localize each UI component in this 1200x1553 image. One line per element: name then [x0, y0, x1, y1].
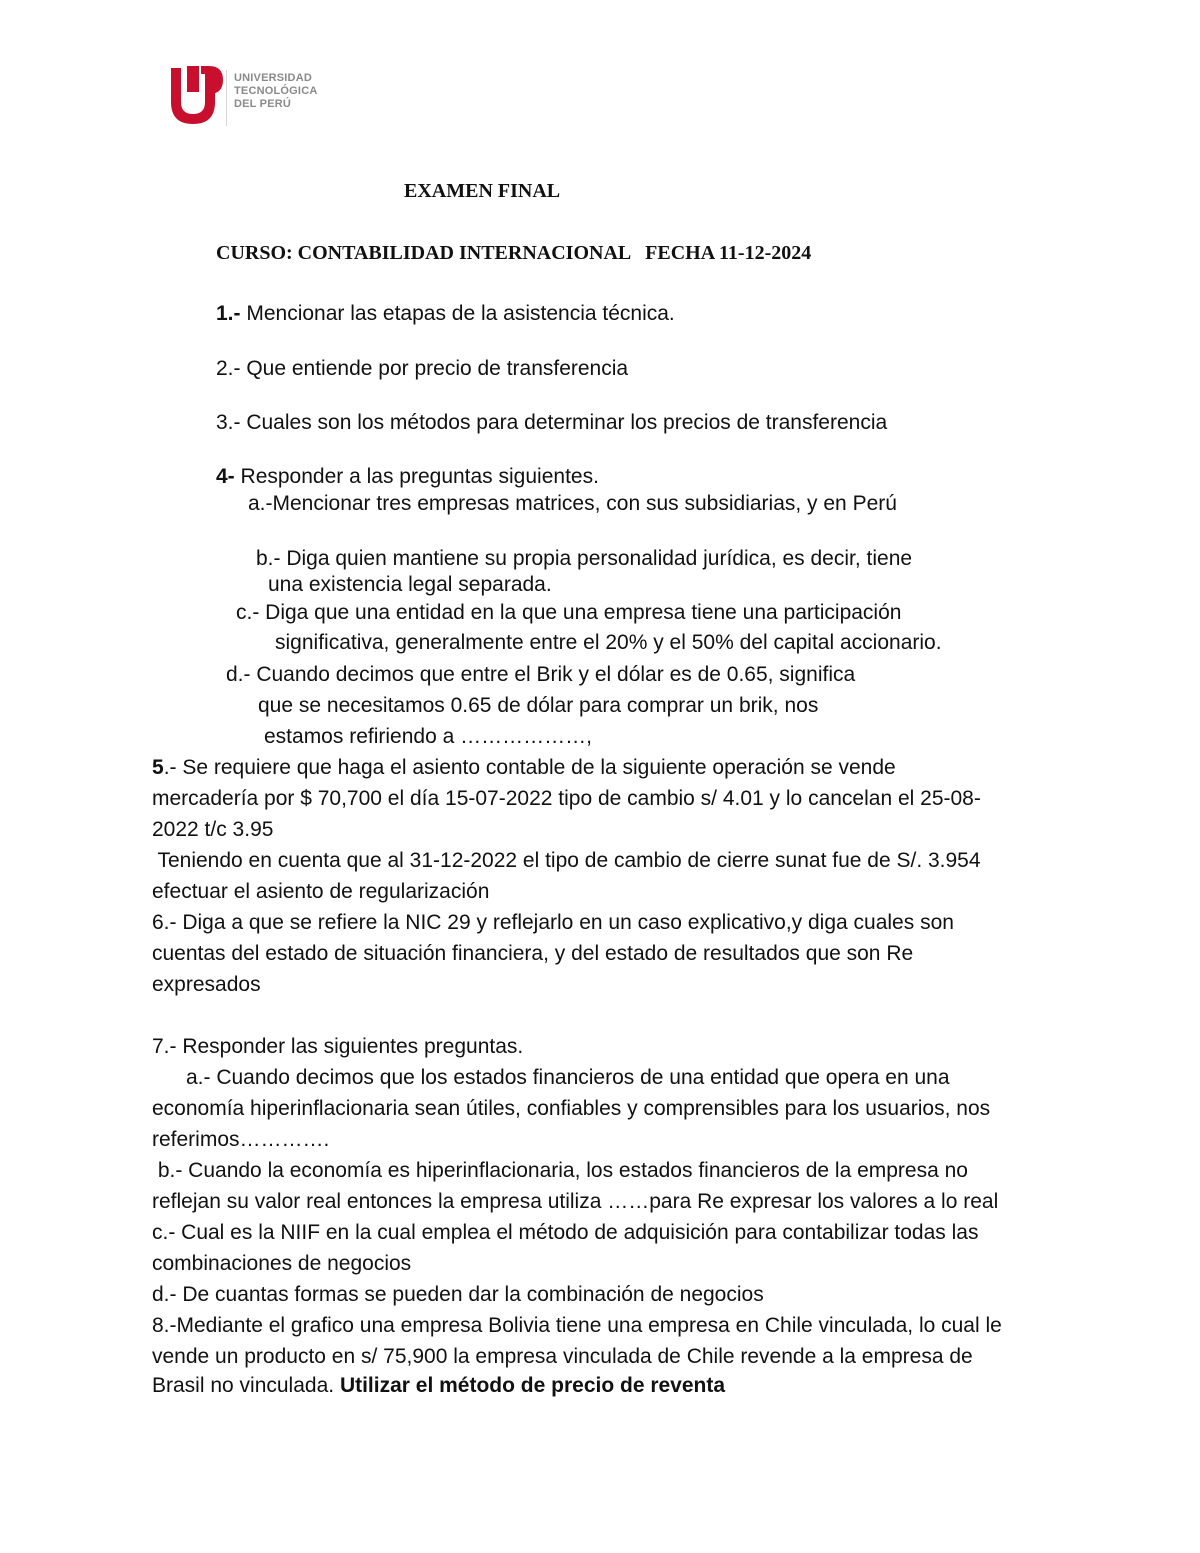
question-4b-line2: una existencia legal separada. — [268, 573, 552, 596]
question-7b-line2: reflejan su valor real entonces la empresa utiliza ……para Re expresar los valores a lo real — [152, 1190, 999, 1213]
question-6-line3: expresados — [152, 973, 261, 996]
question-8-line3: Brasil no vinculada. Utilizar el método de precio de reventa — [152, 1374, 726, 1397]
logo-text-line: TECNOLÓGICA — [234, 85, 318, 97]
question-7d-line1: d.- De cuantas formas se pueden dar la combinación de negocios — [152, 1283, 764, 1306]
question-7a-line2: economía hiperinflacionaria sean útiles, confiables y comprensibles para los usuarios, nos — [152, 1097, 991, 1120]
question-5-line1: 5.- Se requiere que haga el asiento contable de la siguiente operación se vende — [152, 756, 896, 779]
question-6-line1: 6.- Diga a que se refiere la NIC 29 y reflejarlo en un caso explicativo,y diga cuales son — [152, 911, 954, 934]
question-4a: a.-Mencionar tres empresas matrices, con sus subsidiarias, y en Perú — [248, 492, 897, 515]
question-5-line5: efectuar el asiento de regularización — [152, 880, 490, 903]
logo-divider — [226, 70, 227, 126]
question-7c-line1: c.- Cual es la NIIF en la cual emplea el método de adquisición para contabilizar todas las — [152, 1221, 979, 1244]
question-1: 1.- Mencionar las etapas de la asistencia técnica. — [216, 302, 675, 325]
question-6-line2: cuentas del estado de situación financiera, y del estado de resultados que son Re — [152, 942, 914, 965]
question-3: 3.- Cuales son los métodos para determinar los precios de transferencia — [216, 411, 888, 434]
course-line: CURSO: CONTABILIDAD INTERNACIONAL FECHA 11-12-2024 — [216, 242, 812, 264]
question-7c-line2: combinaciones de negocios — [152, 1252, 412, 1275]
question-4d-line3: estamos refiriendo a ………………, — [264, 725, 592, 748]
exam-title: EXAMEN FINAL — [404, 180, 561, 202]
logo-wordmark — [234, 72, 317, 111]
question-2: 2.- Que entiende por precio de transferencia — [216, 357, 629, 380]
question-4b-line1: b.- Diga quien mantiene su propia personalidad jurídica, es decir, tiene — [256, 547, 913, 570]
question-7a-line1: a.- Cuando decimos que los estados financieros de una entidad que opera en una — [186, 1066, 950, 1089]
question-8-line2: vende un producto en s/ 75,900 la empresa vinculada de Chile revende a la empresa de — [152, 1345, 973, 1368]
logo-text-line: DEL PERÚ — [234, 98, 292, 110]
question-5-line3: 2022 t/c 3.95 — [152, 818, 274, 841]
question-5-line2: mercadería por $ 70,700 el día 15-07-2022 tipo de cambio s/ 4.01 y lo cancelan el 25-08- — [152, 787, 981, 810]
question-8-line1: 8.-Mediante el grafico una empresa Bolivia tiene una empresa en Chile vinculada, lo cual le — [152, 1314, 1002, 1337]
question-7a-line3: referimos…………. — [152, 1128, 330, 1151]
logo-text-line: UNIVERSIDAD — [234, 72, 312, 84]
question-4: 4- Responder a las preguntas siguientes. — [216, 465, 599, 488]
question-4d-line1: d.- Cuando decimos que entre el Brik y el dólar es de 0.65, significa — [226, 663, 856, 686]
question-5-line4: Teniendo en cuenta que al 31-12-2022 el tipo de cambio de cierre sunat fue de S/. 3.954 — [152, 849, 981, 872]
question-4d-line2: que se necesitamos 0.65 de dólar para comprar un brik, nos — [258, 694, 819, 717]
question-4c-line2: significativa, generalmente entre el 20% y el 50% del capital accionario. — [275, 631, 942, 654]
question-7b-line1: b.- Cuando la economía es hiperinflacionaria, los estados financieros de la empresa no — [152, 1159, 968, 1182]
question-7-line1: 7.- Responder las siguientes preguntas. — [152, 1035, 524, 1058]
question-4c-line1: c.- Diga que una entidad en la que una empresa tiene una participación — [236, 601, 902, 624]
